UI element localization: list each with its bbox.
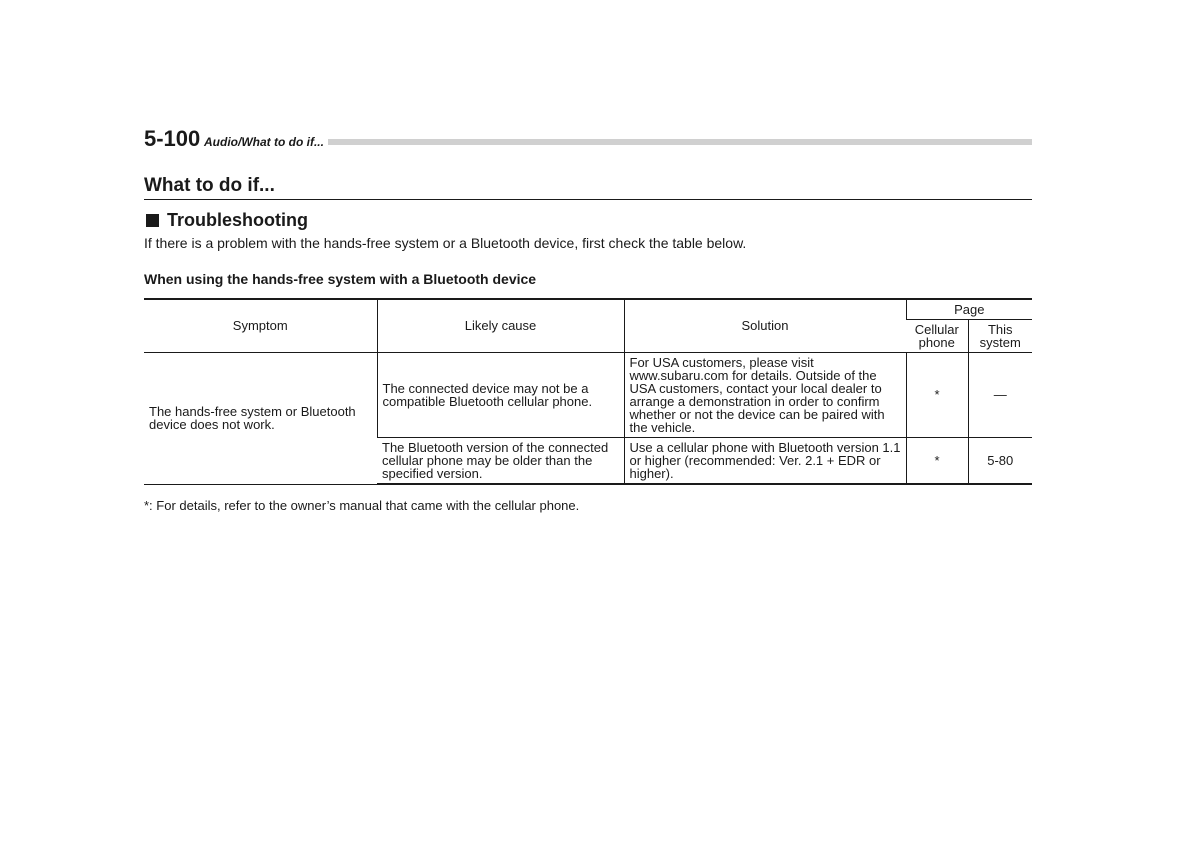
header-likely-cause: Likely cause: [377, 299, 624, 352]
page-title: What to do if...: [144, 175, 275, 196]
solution-cell: For USA customers, please visit www.subaru.com for details. Outside of the USA customers, contact your local dealer to arrange a demonstration in order to confirm whether or not the device can be paired with the vehicle.: [624, 352, 906, 437]
header-symptom: Symptom: [144, 299, 377, 352]
symptom-cell: The hands-free system or Bluetooth device does not work.: [144, 352, 377, 484]
title-rule: [144, 199, 1032, 200]
intro-paragraph: If there is a problem with the hands-free system or a Bluetooth device, first check the table below.: [144, 235, 747, 251]
header-this-system: This system: [968, 319, 1032, 352]
section-heading-text: Troubleshooting: [167, 210, 308, 230]
troubleshooting-table: [144, 298, 1032, 485]
footnote: *: For details, refer to the owner’s manual that came with the cellular phone.: [144, 498, 580, 513]
table-row: [144, 352, 1032, 437]
page-cellular-cell: *: [906, 352, 968, 437]
header-section-title: Audio/What to do if...: [204, 135, 328, 149]
page-system-cell: —: [968, 352, 1032, 437]
page-number: 5-100: [144, 126, 206, 152]
section-heading: [144, 209, 308, 231]
page-cellular-cell: *: [906, 437, 968, 484]
page-header: [144, 126, 1032, 150]
square-bullet-icon: [146, 214, 159, 227]
header-page: Page: [906, 299, 1032, 319]
header-solution: Solution: [624, 299, 906, 352]
cause-cell: The connected device may not be a compatible Bluetooth cellular phone.: [377, 352, 624, 437]
table-caption: When using the hands-free system with a Bluetooth device: [144, 271, 537, 287]
header-cellular-phone: Cellular phone: [906, 319, 968, 352]
solution-cell: Use a cellular phone with Bluetooth version 1.1 or higher (recommended: Ver. 2.1 + EDR or higher).: [624, 437, 906, 484]
cause-cell: The Bluetooth version of the connected cellular phone may be older than the specified version.: [377, 437, 624, 484]
page-system-cell: 5-80: [968, 437, 1032, 484]
